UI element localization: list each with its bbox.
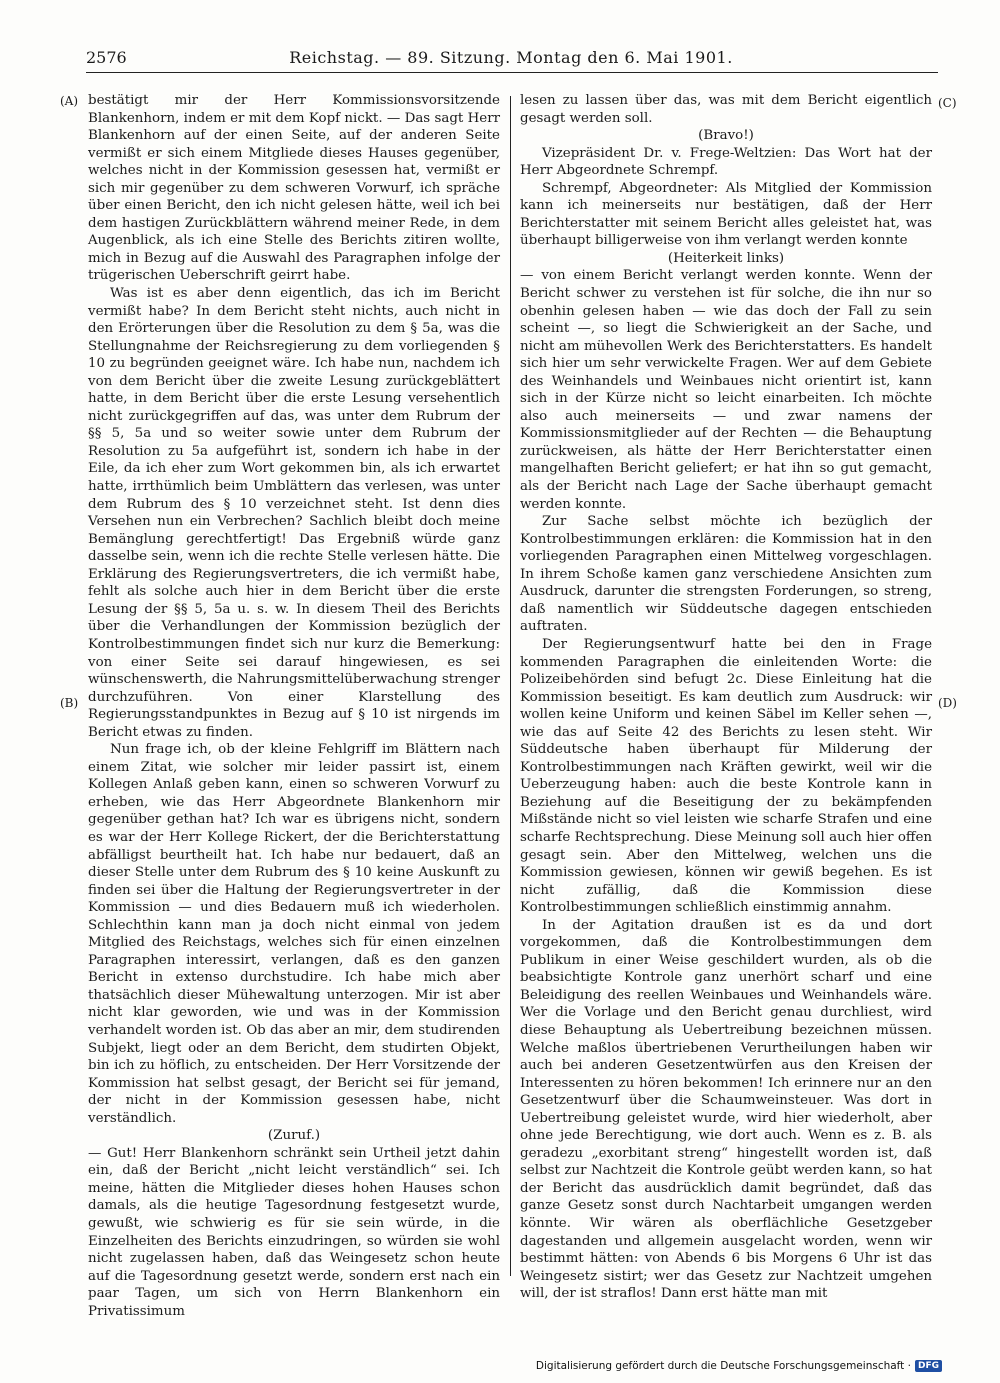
header-rule — [86, 72, 938, 73]
right-paragraph: In der Agitation draußen ist es da und dort vorgekommen, daß die Kontrolbestimmungen dem Publikum in einer Weise geschildert wurden, als ob die beabsichtigte Kontrole ganz unerhört scharf und eine Beleidigung des reellen Weinbaues und Weinhandels wäre. Wer die Vorlage und den Bericht genau durchliest, wird diese Behauptung als Uebertreibung bezeichnen müssen. Welche maßlos übertriebenen Verurtheilungen haben wir auch bei anderen Gesetzentwürfen aus den Kreisen der Interessenten zu hören bekommen! Ich erinnere nur an den Gesetzentwurf über die Schaumweinsteuer. Was dort in Uebertreibung geleistet wurde, wird hier wiederholt, aber ohne jede Berechtigung, wie dort auch. Wenn es z. B. als geradezu „exorbitant streng“ hingestellt worden ist, daß selbst zur Nachtzeit die Kontrole geübt werden kann, so hat der Bericht das ausdrücklich damit begründet, daß das ganze Gesetz sonst durch Nachtarbeit umgangen werden könnte. Wir wären als oberflächliche Gesetzgeber dagestanden und allgemein ausgelacht worden, wenn wir bestimmt hätten: von Abends 6 bis Morgens 6 Uhr ist das Weingesetz sistirt; wer das Gesetz zur Nachtzeit umgehen will, der ist straflos! Dann erst hätte man mit — [520, 917, 932, 1302]
right-paragraph: — von einem Bericht verlangt werden konnte. Wenn der Bericht schwer zu verstehen ist für solche, die ihn nur so obenhin gelesen haben — wie das doch der Fall zu sein scheint —, so liegt die Schwierigkeit an der Sache, und nicht am mühevollen Werk des Berichterstatters. Es handelt sich hier um sehr verwickelte Fragen. Wer auf dem Gebiete des Weinhandels und Weinbaues nicht orientirt ist, kann sich in der Kürze nicht so leicht einarbeiten. Ich möchte also auch meinerseits — und zwar namens der Kommissionsmitglieder auf der Rechten — die Behauptung zurückweisen, als hätte der Herr Berichterstatter einen mangelhaften Bericht geliefert; er hat ihn so gut gemacht, als der Bericht nach Lage der Sache überhaupt gemacht werden konnte. — [520, 268, 932, 512]
left-paragraph: — Gut! Herr Blankenhorn schränkt sein Urtheil jetzt dahin ein, daß der Bericht „nicht leicht verständlich“ sei. Ich meine, hätten die Mitglieder dieses hohen Hauses schon damals, als die heutige Tagesordnung festgesetzt wurde, gewußt, wie schwierig es für sie sein würde, in die Einzelheiten des Berichts einzudringen, so würden sie wohl nicht zugelassen haben, daß das Weingesetz schon heute auf die Tagesordnung gesetzt werde, sondern erst nach ein paar Tagen, um sich von Herrn Blankenhorn ein Privatissimum — [88, 1145, 500, 1319]
right-paragraph: Vizepräsident Dr. v. Frege-Weltzien: Das Wort hat der Herr Abgeordnete Schrempf. — [520, 145, 932, 179]
right-paragraph: Zur Sache selbst möchte ich bezüglich der Kontrolbestimmungen erklären: die Kommission hat in den vorliegenden Paragraphen einen Mittelweg vorgeschlagen. In ihrem Schoße kamen ganz verschiedene Ansichten zum Ausdruck, darunter die strengsten Forderungen, so streng, daß namentlich wir Süddeutsche dagegen entschieden auftraten. — [520, 514, 932, 635]
left-column — [88, 92, 500, 1319]
footer — [536, 1360, 942, 1372]
left-paragraph: bestätigt mir der Herr Kommissionsvorsitzende Blankenhorn, indem er mit dem Kopf nickt. — Das sagt Herr Blankenhorn auf der einen Seite, auf der anderen Seite vermißt er sich einem Mitgliede dieses Hauses gegenüber, welches nicht in der Kommission gesessen hat, vermißt er sich mir gegenüber zu dem schweren Vorwurf, ich spräche über einen Bericht, den ich nicht gelesen hätte, weil ich bei dem hastigen Zurückblättern während meiner Rede, in dem Augenblick, als ich eine Stelle des Berichts zitiren wollte, mich in Bezug auf die Auswahl des Paragraphen infolge der trügerischen Ueberschrift geirrt habe. — [88, 93, 500, 284]
page-title: Reichstag. — 89. Sitzung. Montag den 6. Mai 1901. — [289, 48, 733, 67]
margin-mark-c: (C) — [938, 96, 957, 110]
margin-mark-a: (A) — [60, 94, 79, 108]
right-paragraph: (Bravo!) — [698, 128, 754, 144]
right-paragraph: (Heiterkeit links) — [667, 250, 785, 266]
margin-mark-b: (B) — [60, 696, 79, 710]
dfg-logo: DFG — [915, 1360, 942, 1372]
right-paragraph: lesen zu lassen über das, was mit dem Bericht eigentlich gesagt werden soll. — [520, 93, 932, 126]
footer-text: Digitalisierung gefördert durch die Deutsche Forschungsgemeinschaft · — [535, 1360, 911, 1372]
right-column — [520, 92, 932, 1302]
left-paragraph: Nun frage ich, ob der kleine Fehlgriff im Blättern nach einem Zitat, wie solcher mir leider passirt ist, einem Kollegen Anlaß geben kann, einen so schweren Vorwurf zu erheben, wie das Herr Abgeordnete Blankenhorn mir gegenüber gethan hat? Ich war es übrigens nicht, sondern es war der Herr Kollege Rickert, der die Berichterstattung abfälligst beurtheilt hat. Ich habe nur bedauert, daß an dieser Stelle unter dem Rubrum des § 10 keine Auskunft zu finden sei über die Haltung der Regierungsvertreter in der Kommission — und dies Bedauern muß ich wiederholen. Schlechthin kann man ja doch nicht einmal von jedem Mitglied des Reichstags, welches sich für einen einzelnen Paragraphen interessirt, verlangen, daß es den ganzen Bericht in extenso durchstudire. Ich habe mich aber thatsächlich dieser Mühewaltung unterzogen. Mir ist aber nicht klar geworden, wie und was in der Kommission verhandelt worden ist. Ob das aber an mir, dem studirenden Subjekt, liegt oder an dem Bericht, dem studirten Objekt, bin ich zu höflich, zu entscheiden. Der Herr Vorsitzende der Kommission hat selbst gesagt, der Bericht sei für jemand, der nicht in der Kommission gesessen habe, nicht verständlich. — [88, 742, 500, 1126]
page-header — [86, 48, 936, 70]
column-divider — [510, 96, 511, 1276]
left-paragraph: (Zuruf.) — [267, 1128, 321, 1144]
left-paragraph: Was ist es aber denn eigentlich, das ich im Bericht vermißt habe? In dem Bericht steht nichts, auch nicht in den Erörterungen über die Resolution zu dem § 5a, was die Stellungnahme der Reichsregierung zu dem vorliegenden § 10 zu begründen geeignet wäre. Ich habe nun, nachdem ich von dem Bericht über die zweite Lesung zurückgeblättert hatte, in dem Bericht über die erste Lesung versehentlich nicht zurückgegriffen auf das, was unter dem Rubrum der §§ 5, 5a und so weiter sowie unter dem Rubrum der Resolution zu 5a aufgeführt ist, sondern ich habe in der Eile, da ich eher zum Wort gekommen bin, als ich erwartet hatte, irrthümlich beim Umblättern das verlesen, was unter dem Rubrum des § 10 verzeichnet steht. Ist denn dies Versehen nun ein Verbrechen? Sachlich bleibt doch meine Bemänglung gerechtfertigt! Das Ergebniß würde ganz dasselbe sein, wenn ich die rechte Stelle verlesen hätte. Die Erklärung des Regierungsvertreters, die ich vermißt habe, fehlt als solche auch hier in dem Bericht über die erste Lesung der §§ 5, 5a u. s. w. In diesem Theil des Berichts über die Verhandlungen der Kommission bezüglich der Kontrolbestimmungen findet sich nur kurz die Bemerkung: von einer Seite sei darauf hingewiesen, es sei wünschenswerth, die Nahrungsmittelüberwachung strenger durchzuführen. Von einer Klarstellung des Regierungsstandpunktes in Bezug auf § 10 ist nirgends im Bericht etwas zu finden. — [88, 286, 500, 740]
margin-mark-d: (D) — [938, 696, 957, 710]
right-paragraph: Der Regierungsentwurf hatte bei den in Frage kommenden Paragraphen die einleitenden Worte: die Polizeibehörden sind befugt 2c. Diese Einleitung hat die Kommission beseitigt. Es kam deutlich zum Ausdruck: wir wollen keine Uniform und keinen Säbel im Keller sehen —, wie das auf Seite 42 des Berichts zu lesen steht. Wir Süddeutsche haben überhaupt für Milderung der Kontrolbestimmungen nach Kräften gewirkt, weil wir die Ueberzeugung haben: auch die beste Kontrole kann in Beziehung auf die Beseitigung der zu bekämpfenden Mißstände nicht so viel leisten wie scharfe Strafen und eine scharfe Rechtsprechung. Diese Meinung soll auch hier offen gesagt sein. Aber den Mittelweg, welchen uns die Kommission gewiesen, können wir gewiß begehen. Es ist nicht zufällig, daß die Kommission diese Kontrolbestimmungen schließlich einstimmig annahm. — [520, 636, 932, 916]
right-paragraph: Schrempf, Abgeordneter: Als Mitglied der Kommission kann ich meinerseits nur bestätigen, daß der Herr Berichterstatter mit seinem Bericht alles geleistet hat, was überhaupt billigerweise von ihm verlangt werden konnte — [520, 180, 932, 249]
page-number: 2576 — [86, 48, 127, 67]
